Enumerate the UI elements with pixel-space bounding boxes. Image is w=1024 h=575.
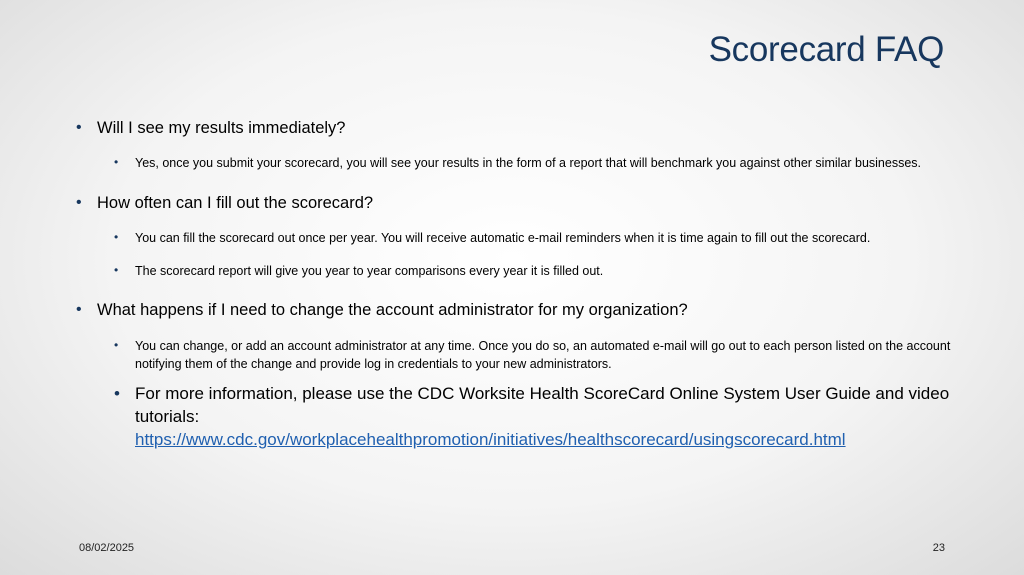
question-1 (76, 118, 956, 139)
bullet-icon: • (76, 119, 82, 136)
bullet-icon: • (76, 193, 82, 211)
answer-1 (114, 154, 956, 172)
answer-2a (114, 229, 956, 247)
bullet-icon: • (114, 230, 119, 244)
bullet-icon: • (114, 383, 120, 403)
bullet-icon: • (114, 263, 119, 278)
question-3 (76, 300, 956, 321)
bullet-icon: • (114, 155, 119, 170)
scorecard-guide-link[interactable]: https://www.cdc.gov/workplacehealthpromotion/initiatives/healthscorecard/usingscorecard.html (135, 429, 846, 449)
question-2-text: How often can I fill out the scorecard? (97, 193, 374, 212)
more-info (114, 383, 956, 452)
slide-title: Scorecard FAQ (708, 30, 944, 69)
more-info-text: For more information, please use the CDC Worksite Health ScoreCard Online System User Guide and video tutorials: (135, 383, 950, 426)
question-2 (76, 193, 956, 214)
question-3-text: What happens if I need to change the account administrator for my organization? (97, 301, 688, 320)
answer-3-text: You can change, or add an account administrator at any time. Once you do so, an automated e-mail will go out to each person listed on the account notifying them of the change and provide log in credentials to your new administrators. (135, 338, 951, 371)
answer-2a-text: You can fill the scorecard out once per year. You will receive automatic e-mail reminders when it is time again to fill out the scorecard. (135, 231, 871, 245)
bullet-icon: • (76, 301, 82, 319)
slide-content (76, 118, 956, 452)
question-1-text: Will I see my results immediately? (97, 119, 346, 137)
answer-3 (114, 337, 956, 373)
slide-number: 23 (932, 542, 945, 554)
answer-1-text: Yes, once you submit your scorecard, you will see your results in the form of a report that will benchmark you against other similar businesses. (135, 156, 922, 171)
footer-date: 08/02/2025 (79, 542, 135, 554)
bullet-icon: • (114, 337, 119, 352)
answer-2b-text: The scorecard report will give you year to year comparisons every year it is filled out. (135, 264, 604, 279)
answer-2b (114, 262, 956, 280)
